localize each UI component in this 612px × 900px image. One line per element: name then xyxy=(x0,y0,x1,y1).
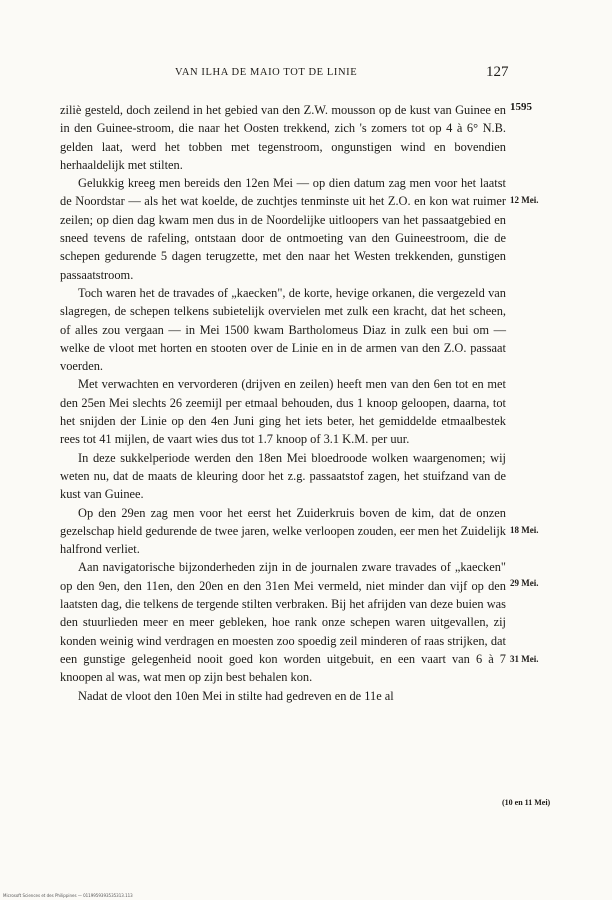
running-title: VAN ILHA DE MAIO TOT DE LINIE xyxy=(175,67,358,78)
page-number: 127 xyxy=(486,64,509,80)
margin-note-year: 1595 xyxy=(510,101,532,113)
body-text xyxy=(60,101,506,705)
margin-note-10-11-mei: (10 en 11 Mei) xyxy=(502,798,551,807)
page-header xyxy=(0,64,612,84)
paragraph-1: ziliè gesteld, doch zeilend in het gebied van den Z.W. mousson op de kust van Guinee en in den Guinee-stroom, die naar het Oosten trekkend, zich 's zomers tot op 4 à 6° N.B. gelden laat, werd het tobben met tegenstroom, ongunstigen wind en bovendien herhaaldelijk met stilten. xyxy=(60,103,506,172)
margin-note-18-mei: 18 Mei. xyxy=(510,525,539,535)
margin-note-31-mei: 31 Mei. xyxy=(510,654,539,664)
paragraph-7: Aan navigatorische bijzonderheden zijn in de journalen zware travades of „kaecken" op den 9en, den 11en, den 20en en den 31en Mei vermeld, niet minder dan vijf op den laatsten dag, die telkens de tergende stilten verbraken. Bij het afrijden van deze buien was den stuurlieden meer en meer gebleken, hoe rank onze schepen waren uitgevallen, zij konden weinig wind verdragen en moesten zoo spoedig zeil minderen of raas strijken, dat een gunstige gelegenheid nooit goed kon worden uitgebuit, en een vaart van 6 à 7 knoopen al was, wat men op zijn best behalen kon. xyxy=(60,560,506,685)
margin-note-12-mei: 12 Mei. xyxy=(510,195,539,205)
scan-footer: Microsoft Sciences et des Philippines — 0119959393535313.113 xyxy=(3,893,133,898)
paragraph-8: Nadat de vloot den 10en Mei in stilte had gedreven en de 11e al xyxy=(78,688,394,703)
paragraph-5: In deze sukkelperiode werden den 18en Mei bloedroode wolken waargenomen; wij weten nu, dat de maats de kleuring door het z.g. passaatstof zagen, het stuifzand van de kust van Guinee. xyxy=(60,450,506,502)
paragraph-2: Gelukkig kreeg men bereids den 12en Mei — op dien datum zag men voor het laatst de Noordstar — als het wat koelde, de zuchtjes tenminste uit het Z.O. en kon wat ruimer zeilen; op dien dag kwam men dus in de Noordelijke uitloopers van het passaatgebied en sneed tevens de rafeling, ontstaan door de ontmoeting van den Guineestroom, die de schepen gedurende 5 dagen terugzette, met den naar het Westen trekkenden, gunstigen passaatstroom. xyxy=(60,176,506,282)
paragraph-4: Met verwachten en vervorderen (drijven en zeilen) heeft men van den 6en tot en met den 25en Mei slechts 26 zeemijl per etmaal behouden, dus 1 knoop geloopen, daarna, tot het snijden der Linie op den 4en Juni ging het iets beter, het gemiddelde etmaalbestek rees tot 41 mijlen, de vaart wies dus tot 1.7 knoop of 3.1 K.M. per uur. xyxy=(60,377,506,447)
paragraph-3: Toch waren het de travades of „kaecken", de korte, hevige orkanen, die vergezeld van slagregen, de schepen telkens subietelijk overvielen met zulk een kracht, dat het scheen, of alles zou vergaan — in Mei 1500 kwam Bartholomeus Diaz in zulk een bui om — welke de vloot met horten en stooten over de Linie en in de armen van den Z.O. passaat voerden. xyxy=(60,285,506,374)
margin-note-29-mei: 29 Mei. xyxy=(510,578,539,588)
paragraph-6: Op den 29en zag men voor het eerst het Zuiderkruis boven de kim, dat de onzen gezelschap hield gedurende de twee jaren, welke verloopen zouden, eer men het Zuidelijk halfrond verliet. xyxy=(60,505,506,557)
